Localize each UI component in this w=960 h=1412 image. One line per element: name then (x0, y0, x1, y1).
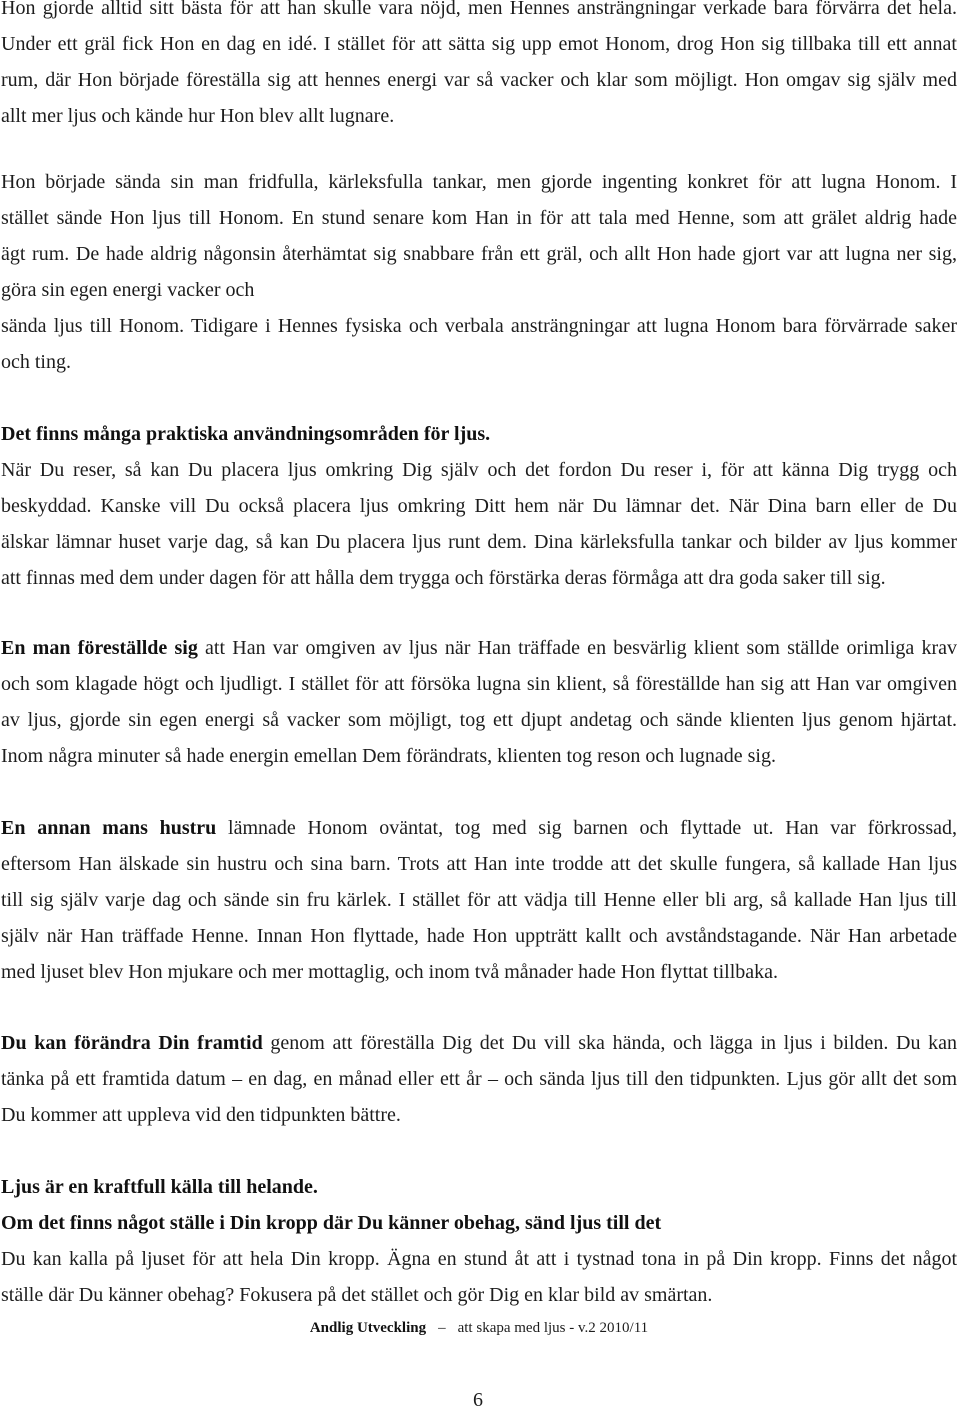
bold-lead: En annan mans hustru (1, 817, 217, 839)
paragraph-line (1, 1025, 957, 1061)
paragraph-quarrel (1, 164, 957, 380)
paragraph-line: ställe där Du känner obehag? Fokusera på det stället och gör Dig en klar bild av smärtan. (1, 1284, 713, 1306)
paragraph-line: själv när Han träffade Henne. Innan Hon flyttade, hade Hon uppträtt kallt och avståndstagande. När Han arbetade (1, 925, 957, 947)
paragraph-line: eftersom Han älskade sin hustru och sina barn. Trots att Han inte trodde att det skulle fungera, så kallade Han ljus (1, 853, 957, 875)
paragraph-line: stället sände Hon ljus till Honom. En stund senare kom Han in för att tala med Henne, som att grälet aldrig hade (1, 207, 957, 229)
line-text: att Han var omgiven av ljus när Han träffade en besvärlig klient som ställde orimliga krav (205, 637, 957, 659)
paragraph-line: När Du reser, så kan Du placera ljus omkring Dig själv och det fordon Du reser i, för att känna Dig trygg och (1, 459, 957, 481)
page-footer (0, 1318, 958, 1338)
paragraph-line: av ljus, gjorde sin egen energi så vacker som möjligt, tog ett djupt andetag och sände klienten ljus genom hjärtat. (1, 709, 957, 731)
paragraph-line: Under ett gräl fick Hon en dag en idé. I stället för att sätta sig upp emot Honom, drog Hon sig tillbaka till ett annat (1, 33, 957, 55)
paragraph-line: att finnas med dem under dagen för att hålla dem trygga och förstärka deras förmåga att dra goda saker till sig. (1, 567, 886, 589)
section-subheading (1, 1205, 957, 1241)
paragraph-line: beskyddad. Kanske vill Du också placera ljus omkring Ditt hem när Du lämnar det. När Dina barn eller de Du (1, 495, 957, 517)
page-number: 6 (473, 1389, 483, 1411)
heading-text: Ljus är en kraftfull källa till helande. (1, 1176, 318, 1198)
paragraph-line: tänka på ett framtida datum – en dag, en månad eller ett år – och sända ljus till den tidpunkten. Ljus gör allt det som (1, 1068, 957, 1090)
line-text: genom att föreställa Dig det Du vill ska hända, och lägga in ljus i bilden. Du kan (270, 1032, 957, 1054)
paragraph-line: sända ljus till Honom. Tidigare i Hennes fysiska och verbala ansträngningar att lugna Honom bara förvärrade saker (1, 315, 957, 337)
line-text: lämnade Honom oväntat, tog med sig barnen och flyttade ut. Han var förkrossad, (228, 817, 957, 839)
paragraph-line: ägt rum. De hade aldrig någonsin återhämtat sig snabbare från ett gräl, och allt Hon hade gjort var att lugna ner sig, (1, 243, 957, 265)
paragraph-line: Du kommer att uppleva vid den tidpunkten bättre. (1, 1104, 401, 1126)
paragraph-line: till sig själv varje dag och sände sin fru kärlek. I stället för att vädja till Henne eller bli arg, så kallade Han ljus till (1, 889, 957, 911)
heading-text: Det finns många praktiska användningsområden för ljus. (1, 423, 491, 445)
paragraph-line: och ting. (1, 351, 71, 373)
paragraph-line: med ljuset blev Hon mjukare och mer mottaglig, och inom två månader hade Hon flyttat tillbaka. (1, 961, 779, 983)
section-uses (1, 416, 957, 596)
paragraph-line: älskar lämnar huset varje dag, så kan Du placera ljus runt dem. Dina kärleksfulla tankar och bilder av ljus kommer (1, 531, 957, 553)
footer-title: Andlig Utveckling (309, 1320, 427, 1336)
section-heading (1, 1169, 957, 1205)
paragraph-line (1, 810, 957, 846)
paragraph-future (1, 1025, 957, 1133)
subheading-text: Om det finns något ställe i Din kropp där Du känner obehag, sänd ljus till det (1, 1212, 662, 1234)
footer-subtitle: att skapa med ljus - v.2 2010/11 (457, 1320, 649, 1336)
paragraph-line: Hon började sända sin man fridfulla, kärleksfulla tankar, men gjorde ingenting konkret för att lugna Honom. I (1, 171, 957, 193)
paragraph-line (1, 630, 957, 666)
paragraph-line: rum, där Hon började föreställa sig att hennes energi var så vacker och klar som möjligt. Hon omgav sig själv med (1, 69, 957, 91)
bold-lead: Du kan förändra Din framtid (1, 1032, 263, 1054)
section-healing (1, 1169, 957, 1313)
paragraph-wife (1, 810, 957, 990)
paragraph-line: Du kan kalla på ljuset för att hela Din kropp. Ägna en stund åt att i tystnad tona in på Din kropp. Finns det något (1, 1248, 957, 1270)
paragraph-line: allt mer ljus och kände hur Hon blev allt lugnare. (1, 105, 395, 127)
paragraph-line: och som klagade högt och ljudligt. I stället för att försöka lugna sin klient, så föreställde han sig att Han var omgiven (1, 673, 957, 695)
paragraph-line: Hon gjorde alltid sitt bästa för att han skulle vara nöjd, men Hennes ansträngningar verkade bara förvärra det hela. (1, 0, 957, 19)
paragraph-intro (1, 0, 957, 134)
bold-lead: En man föreställde sig (1, 637, 198, 659)
section-heading (1, 416, 957, 452)
footer-separator: – (438, 1320, 446, 1336)
paragraph-client (1, 630, 957, 774)
paragraph-line: Inom några minuter så hade energin emellan Dem förändrats, klienten tog reson och lugnade sig. (1, 745, 776, 767)
paragraph-line: göra sin egen energi vacker och (1, 279, 255, 301)
